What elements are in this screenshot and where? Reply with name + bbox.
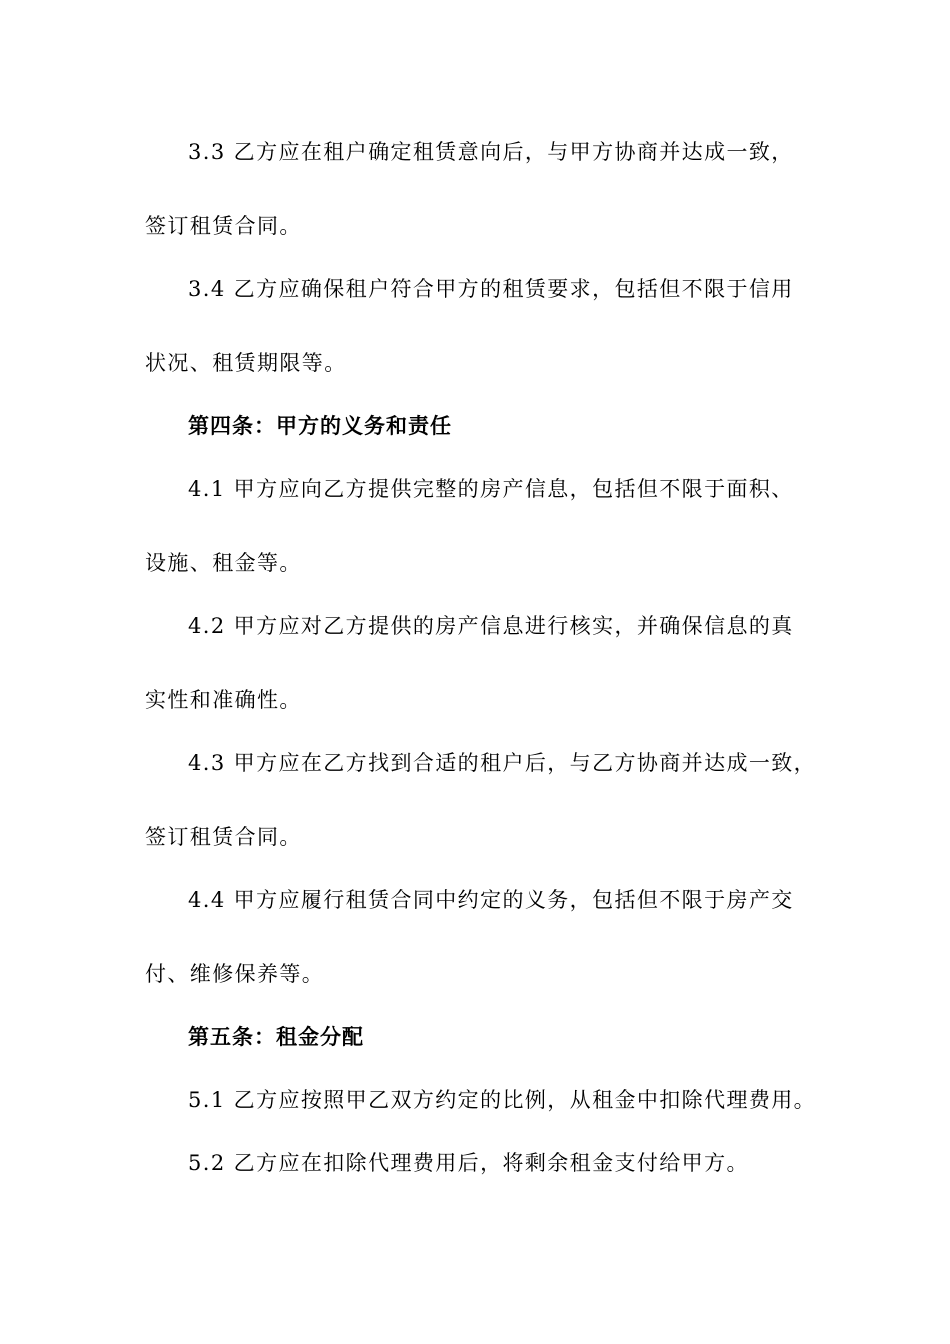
clause-5-2-line-1: 5.2 乙方应在扣除代理费用后，将剩余租金支付给甲方。: [188, 1151, 749, 1175]
clause-4-4-line-2: 付、维修保养等。: [145, 962, 325, 986]
clause-4-3-line-2: 签订租赁合同。: [145, 825, 302, 849]
clause-4-1-line-2: 设施、租金等。: [145, 551, 302, 575]
clause-3-3-line-2: 签订租赁合同。: [145, 214, 302, 238]
clause-3-4-line-1: 3.4 乙方应确保租户符合甲方的租赁要求，包括但不限于信用: [188, 277, 794, 301]
section-heading-article-4: 第四条：甲方的义务和责任: [188, 414, 452, 438]
clause-3-3-line-1: 3.3 乙方应在租户确定租赁意向后，与甲方协商并达成一致，: [188, 140, 794, 164]
clause-3-4-line-2: 状况、租赁期限等。: [145, 351, 347, 375]
clause-4-4-line-1: 4.4 甲方应履行租赁合同中约定的义务，包括但不限于房产交: [188, 888, 794, 912]
clause-5-1-line-1: 5.1 乙方应按照甲乙双方约定的比例，从租金中扣除代理费用。: [188, 1088, 817, 1112]
clause-4-2-line-2: 实性和准确性。: [145, 688, 302, 712]
clause-4-1-line-1: 4.1 甲方应向乙方提供完整的房产信息，包括但不限于面积、: [188, 477, 794, 501]
section-heading-article-5: 第五条：租金分配: [188, 1025, 364, 1049]
clause-4-3-line-1: 4.3 甲方应在乙方找到合适的租户后，与乙方协商并达成一致，: [188, 751, 817, 775]
clause-4-2-line-1: 4.2 甲方应对乙方提供的房产信息进行核实，并确保信息的真: [188, 614, 794, 638]
